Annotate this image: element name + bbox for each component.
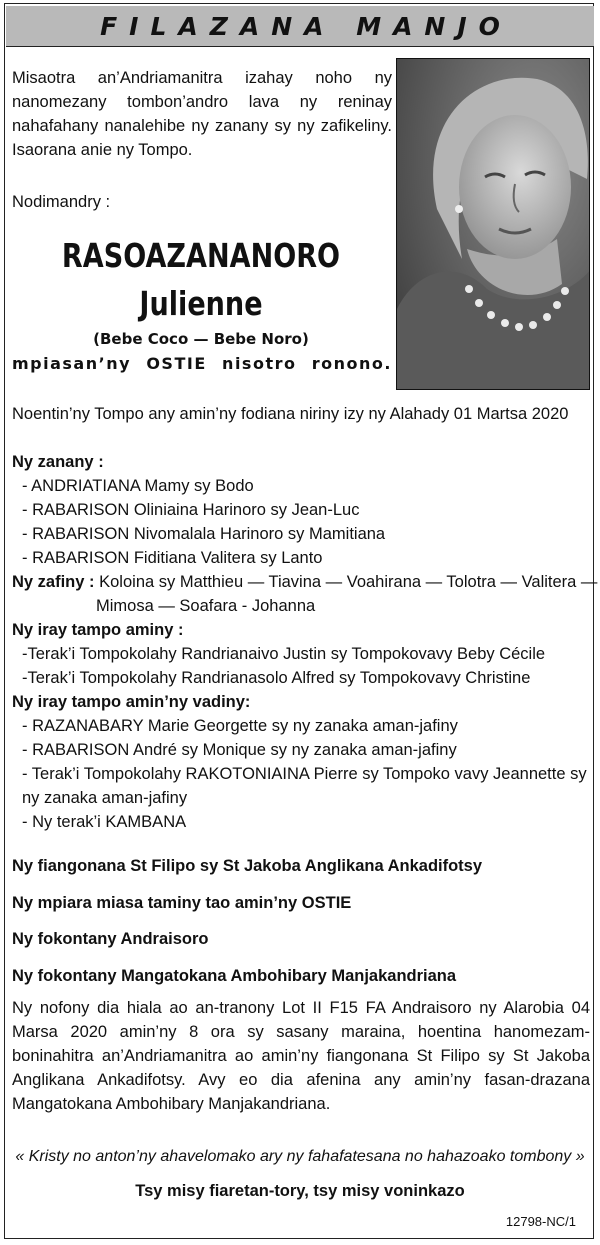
closing-note: Tsy misy fiaretan-tory, tsy misy voninkazo xyxy=(135,1182,465,1200)
notice-header xyxy=(6,6,594,47)
list-item: - RABARISON André sy Monique sy ny zanaka aman-jafiny xyxy=(22,741,457,759)
group-line: Ny fiangonana St Filipo sy St Jakoba Anglikana Ankadifotsy xyxy=(12,857,483,875)
list-item: - RABARISON Nivomalala Harinoro sy Mamitiana xyxy=(22,525,386,543)
group-line: Ny fokontany Mangatokana Ambohibary Manjakandriana xyxy=(12,966,457,985)
grandchildren-names-continued: Mimosa — Soafara - Johanna xyxy=(96,597,316,615)
deceased-nicknames: (Bebe Coco — Bebe Noro) xyxy=(93,330,309,348)
announcement-label: Nodimandry : xyxy=(12,193,111,211)
closing-quote: « Kristy no anton’ny ahavelomako ary ny fahafatesana no hahazoako tombony » xyxy=(15,1148,585,1165)
group-line: Ny fokontany Andraisoro xyxy=(12,930,209,948)
list-item: -Terak’i Tompokolahy Randrianasolo Alfred sy Tompokovavy Christine xyxy=(22,669,531,687)
portrait-image xyxy=(397,59,590,390)
passing-date-line: Noentin’ny Tompo any amin’ny fodiana niriny izy ny Alahady 01 Martsa 2020 xyxy=(12,405,569,423)
list-item: -Terak’i Tompokolahy Randrianaivo Justin sy Tompokovavy Beby Cécile xyxy=(22,645,546,663)
grandchildren-names: Koloina sy Matthieu — Tiavina — Voahirana — Tolotra — Valitera — xyxy=(99,573,598,591)
deceased-surname: RASOAZANANORO xyxy=(61,236,341,275)
notice-title: FILAZANA MANJO xyxy=(100,11,512,41)
children-heading: Ny zanany : xyxy=(12,453,104,471)
family-section xyxy=(12,450,598,834)
list-item: - RAZANABARY Marie Georgette sy ny zanaka aman-jafiny xyxy=(22,717,458,735)
spouse-relatives-heading: Ny iray tampo amin’ny vadiny: xyxy=(12,693,251,711)
grandchildren-row xyxy=(12,570,598,594)
list-item: - ANDRIATIANA Mamy sy Bodo xyxy=(22,477,254,495)
deceased-occupation: mpiasan’ny OSTIE nisotro ronono. xyxy=(12,354,392,373)
deceased-given-name: Julienne xyxy=(139,284,263,323)
grandchildren-heading: Ny zafiny : xyxy=(12,573,95,591)
relatives-heading: Ny iray tampo aminy : xyxy=(12,621,184,639)
funeral-details: Ny nofony dia hiala ao an-tranony Lot II F15 FA Andraisoro ny Alarobia 04 Marsa 2020 amin’ny 8 ora sy sasany maraina, hoentina hanomezam-boninahitra an’Andriamanitra ao amin’ny fiangonana St Filipo sy St Jakoba Anglikana Ankadifotsy. Avy eo dia afenina any amin’ny fasan-drazana Mangatokana Ambohibary Manjakandriana. xyxy=(12,999,590,1113)
deceased-portrait-photo xyxy=(396,58,590,390)
list-item: - Terak’i Tompokolahy RAKOTONIAINA Pierre sy Tompoko vavy Jeannette sy ny zanaka aman-jafiny xyxy=(22,765,587,807)
list-item: - RABARISON Fiditiana Valitera sy Lanto xyxy=(22,549,323,567)
list-item: - RABARISON Oliniaina Harinoro sy Jean-Luc xyxy=(22,501,360,519)
group-line: Ny mpiara miasa taminy tao amin’ny OSTIE xyxy=(12,893,352,912)
condolence-groups xyxy=(12,854,592,1000)
list-item: - Ny terak’i KAMBANA xyxy=(22,813,187,831)
intro-text: Misaotra an’Andriamanitra izahay noho ny nanomezany tombon’andro lava ny reninay nahafahany nanalehibe ny zanany sy ny zafikeliny. Isaorana anie ny Tompo. xyxy=(12,69,392,159)
reference-number: 12798-NC/1 xyxy=(505,1214,576,1229)
